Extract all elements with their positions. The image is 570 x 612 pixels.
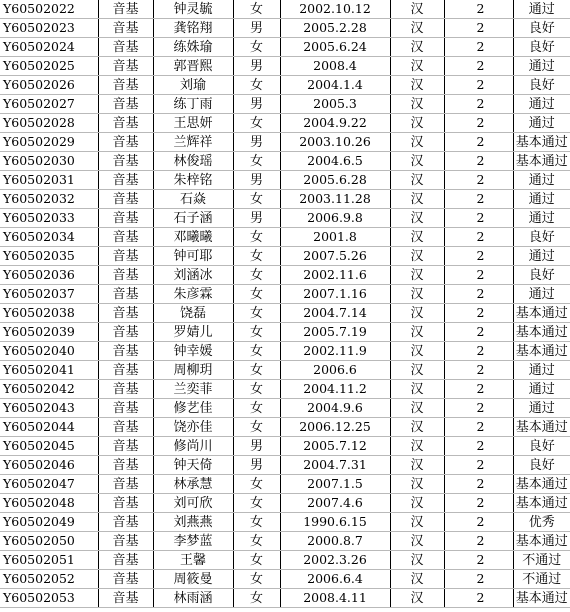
cell-subject: 音基 xyxy=(98,171,153,190)
cell-level: 2 xyxy=(444,513,513,532)
cell-student-name: 王馨 xyxy=(153,551,233,570)
cell-subject: 音基 xyxy=(98,589,153,608)
cell-student-name: 石子涵 xyxy=(153,209,233,228)
cell-result: 通过 xyxy=(513,285,570,304)
table-row xyxy=(0,76,570,95)
cell-exam-id: Y60502041 xyxy=(0,361,98,380)
cell-birth-date: 2006.6 xyxy=(280,361,390,380)
cell-ethnicity: 汉 xyxy=(390,494,444,513)
cell-subject: 音基 xyxy=(98,266,153,285)
cell-student-name: 王思妍 xyxy=(153,114,233,133)
cell-birth-date: 2005.3 xyxy=(280,95,390,114)
cell-exam-id: Y60502024 xyxy=(0,38,98,57)
cell-birth-date: 2005.6.28 xyxy=(280,171,390,190)
cell-student-name: 修艺佳 xyxy=(153,399,233,418)
cell-gender: 男 xyxy=(233,57,280,76)
cell-level: 2 xyxy=(444,285,513,304)
table-row xyxy=(0,456,570,475)
cell-student-name: 饶亦佳 xyxy=(153,418,233,437)
cell-birth-date: 2003.10.26 xyxy=(280,133,390,152)
cell-student-name: 兰奕菲 xyxy=(153,380,233,399)
cell-exam-id: Y60502032 xyxy=(0,190,98,209)
cell-exam-id: Y60502044 xyxy=(0,418,98,437)
cell-student-name: 刘燕燕 xyxy=(153,513,233,532)
cell-result: 基本通过 xyxy=(513,304,570,323)
cell-subject: 音基 xyxy=(98,57,153,76)
cell-student-name: 刘可欣 xyxy=(153,494,233,513)
cell-subject: 音基 xyxy=(98,513,153,532)
cell-exam-id: Y60502022 xyxy=(0,0,98,19)
cell-exam-id: Y60502034 xyxy=(0,228,98,247)
cell-result: 不通过 xyxy=(513,551,570,570)
cell-subject: 音基 xyxy=(98,475,153,494)
table-row xyxy=(0,266,570,285)
cell-level: 2 xyxy=(444,266,513,285)
cell-level: 2 xyxy=(444,589,513,608)
cell-ethnicity: 汉 xyxy=(390,418,444,437)
cell-birth-date: 1990.6.15 xyxy=(280,513,390,532)
cell-result: 基本通过 xyxy=(513,494,570,513)
cell-exam-id: Y60502030 xyxy=(0,152,98,171)
cell-level: 2 xyxy=(444,399,513,418)
cell-ethnicity: 汉 xyxy=(390,532,444,551)
cell-birth-date: 2008.4.11 xyxy=(280,589,390,608)
cell-gender: 男 xyxy=(233,456,280,475)
cell-birth-date: 2004.7.14 xyxy=(280,304,390,323)
cell-level: 2 xyxy=(444,361,513,380)
cell-exam-id: Y60502043 xyxy=(0,399,98,418)
cell-ethnicity: 汉 xyxy=(390,133,444,152)
cell-student-name: 林俊瑶 xyxy=(153,152,233,171)
cell-ethnicity: 汉 xyxy=(390,171,444,190)
cell-ethnicity: 汉 xyxy=(390,228,444,247)
cell-exam-id: Y60502047 xyxy=(0,475,98,494)
cell-gender: 女 xyxy=(233,513,280,532)
table-row xyxy=(0,513,570,532)
table-row xyxy=(0,228,570,247)
cell-exam-id: Y60502033 xyxy=(0,209,98,228)
cell-subject: 音基 xyxy=(98,76,153,95)
cell-subject: 音基 xyxy=(98,399,153,418)
cell-result: 通过 xyxy=(513,399,570,418)
cell-gender: 女 xyxy=(233,494,280,513)
table-row xyxy=(0,152,570,171)
cell-subject: 音基 xyxy=(98,570,153,589)
cell-birth-date: 2001.8 xyxy=(280,228,390,247)
cell-subject: 音基 xyxy=(98,209,153,228)
cell-gender: 女 xyxy=(233,38,280,57)
cell-gender: 女 xyxy=(233,551,280,570)
cell-gender: 女 xyxy=(233,285,280,304)
cell-birth-date: 2004.7.31 xyxy=(280,456,390,475)
table-row xyxy=(0,532,570,551)
cell-subject: 音基 xyxy=(98,437,153,456)
cell-subject: 音基 xyxy=(98,19,153,38)
cell-exam-id: Y60502049 xyxy=(0,513,98,532)
cell-exam-id: Y60502029 xyxy=(0,133,98,152)
cell-birth-date: 2003.11.28 xyxy=(280,190,390,209)
cell-birth-date: 2008.4 xyxy=(280,57,390,76)
cell-exam-id: Y60502040 xyxy=(0,342,98,361)
cell-birth-date: 2005.6.24 xyxy=(280,38,390,57)
cell-level: 2 xyxy=(444,570,513,589)
cell-ethnicity: 汉 xyxy=(390,209,444,228)
cell-ethnicity: 汉 xyxy=(390,76,444,95)
cell-gender: 女 xyxy=(233,228,280,247)
cell-level: 2 xyxy=(444,323,513,342)
cell-birth-date: 2007.5.26 xyxy=(280,247,390,266)
table-row xyxy=(0,418,570,437)
cell-subject: 音基 xyxy=(98,152,153,171)
table-row xyxy=(0,209,570,228)
table-row xyxy=(0,247,570,266)
cell-exam-id: Y60502053 xyxy=(0,589,98,608)
cell-ethnicity: 汉 xyxy=(390,475,444,494)
table-row xyxy=(0,133,570,152)
cell-birth-date: 2005.2.28 xyxy=(280,19,390,38)
cell-gender: 女 xyxy=(233,532,280,551)
cell-student-name: 饶磊 xyxy=(153,304,233,323)
cell-student-name: 石焱 xyxy=(153,190,233,209)
cell-result: 不通过 xyxy=(513,570,570,589)
cell-student-name: 李梦蓝 xyxy=(153,532,233,551)
cell-ethnicity: 汉 xyxy=(390,399,444,418)
cell-student-name: 修尚川 xyxy=(153,437,233,456)
cell-exam-id: Y60502038 xyxy=(0,304,98,323)
cell-gender: 女 xyxy=(233,266,280,285)
cell-level: 2 xyxy=(444,475,513,494)
cell-exam-id: Y60502026 xyxy=(0,76,98,95)
cell-gender: 女 xyxy=(233,190,280,209)
cell-ethnicity: 汉 xyxy=(390,95,444,114)
cell-exam-id: Y60502027 xyxy=(0,95,98,114)
cell-result: 通过 xyxy=(513,57,570,76)
cell-result: 通过 xyxy=(513,247,570,266)
cell-gender: 女 xyxy=(233,247,280,266)
cell-exam-id: Y60502035 xyxy=(0,247,98,266)
cell-exam-id: Y60502048 xyxy=(0,494,98,513)
cell-result: 良好 xyxy=(513,437,570,456)
cell-student-name: 罗婧儿 xyxy=(153,323,233,342)
cell-birth-date: 2007.1.16 xyxy=(280,285,390,304)
table-row xyxy=(0,190,570,209)
cell-student-name: 朱梓铭 xyxy=(153,171,233,190)
cell-birth-date: 2002.10.12 xyxy=(280,0,390,19)
cell-exam-id: Y60502042 xyxy=(0,380,98,399)
cell-gender: 女 xyxy=(233,361,280,380)
cell-ethnicity: 汉 xyxy=(390,114,444,133)
cell-ethnicity: 汉 xyxy=(390,551,444,570)
cell-exam-id: Y60502036 xyxy=(0,266,98,285)
cell-level: 2 xyxy=(444,551,513,570)
cell-ethnicity: 汉 xyxy=(390,589,444,608)
cell-student-name: 钟天倚 xyxy=(153,456,233,475)
cell-result: 通过 xyxy=(513,361,570,380)
cell-level: 2 xyxy=(444,228,513,247)
cell-exam-id: Y60502023 xyxy=(0,19,98,38)
cell-subject: 音基 xyxy=(98,38,153,57)
cell-exam-id: Y60502046 xyxy=(0,456,98,475)
cell-exam-id: Y60502052 xyxy=(0,570,98,589)
cell-ethnicity: 汉 xyxy=(390,361,444,380)
cell-subject: 音基 xyxy=(98,304,153,323)
cell-gender: 女 xyxy=(233,399,280,418)
cell-student-name: 周柳玥 xyxy=(153,361,233,380)
table-row xyxy=(0,437,570,456)
cell-ethnicity: 汉 xyxy=(390,57,444,76)
cell-birth-date: 2002.3.26 xyxy=(280,551,390,570)
cell-result: 通过 xyxy=(513,190,570,209)
cell-level: 2 xyxy=(444,209,513,228)
cell-subject: 音基 xyxy=(98,532,153,551)
cell-level: 2 xyxy=(444,19,513,38)
cell-subject: 音基 xyxy=(98,380,153,399)
cell-gender: 男 xyxy=(233,171,280,190)
cell-ethnicity: 汉 xyxy=(390,38,444,57)
cell-result: 通过 xyxy=(513,95,570,114)
cell-birth-date: 2002.11.6 xyxy=(280,266,390,285)
cell-ethnicity: 汉 xyxy=(390,0,444,19)
cell-exam-id: Y60502050 xyxy=(0,532,98,551)
cell-level: 2 xyxy=(444,171,513,190)
cell-level: 2 xyxy=(444,95,513,114)
cell-result: 基本通过 xyxy=(513,475,570,494)
cell-level: 2 xyxy=(444,304,513,323)
cell-gender: 女 xyxy=(233,0,280,19)
cell-subject: 音基 xyxy=(98,551,153,570)
cell-result: 良好 xyxy=(513,228,570,247)
cell-result: 通过 xyxy=(513,114,570,133)
table-row xyxy=(0,494,570,513)
cell-birth-date: 2006.12.25 xyxy=(280,418,390,437)
cell-subject: 音基 xyxy=(98,133,153,152)
cell-birth-date: 2004.11.2 xyxy=(280,380,390,399)
cell-student-name: 朱彦霖 xyxy=(153,285,233,304)
cell-birth-date: 2004.9.6 xyxy=(280,399,390,418)
cell-gender: 女 xyxy=(233,152,280,171)
table-row xyxy=(0,304,570,323)
cell-birth-date: 2004.6.5 xyxy=(280,152,390,171)
table-row xyxy=(0,399,570,418)
cell-gender: 女 xyxy=(233,475,280,494)
cell-subject: 音基 xyxy=(98,0,153,19)
table-row xyxy=(0,285,570,304)
cell-result: 良好 xyxy=(513,19,570,38)
cell-ethnicity: 汉 xyxy=(390,437,444,456)
cell-subject: 音基 xyxy=(98,190,153,209)
cell-result: 通过 xyxy=(513,209,570,228)
cell-result: 基本通过 xyxy=(513,323,570,342)
cell-birth-date: 2002.11.9 xyxy=(280,342,390,361)
cell-result: 优秀 xyxy=(513,513,570,532)
cell-result: 通过 xyxy=(513,171,570,190)
cell-exam-id: Y60502028 xyxy=(0,114,98,133)
cell-exam-id: Y60502037 xyxy=(0,285,98,304)
cell-subject: 音基 xyxy=(98,342,153,361)
cell-level: 2 xyxy=(444,494,513,513)
table-row xyxy=(0,171,570,190)
cell-gender: 女 xyxy=(233,380,280,399)
cell-subject: 音基 xyxy=(98,114,153,133)
cell-exam-id: Y60502045 xyxy=(0,437,98,456)
cell-student-name: 练丁雨 xyxy=(153,95,233,114)
cell-student-name: 周筱曼 xyxy=(153,570,233,589)
cell-birth-date: 2004.9.22 xyxy=(280,114,390,133)
cell-gender: 女 xyxy=(233,304,280,323)
cell-ethnicity: 汉 xyxy=(390,456,444,475)
cell-subject: 音基 xyxy=(98,247,153,266)
cell-level: 2 xyxy=(444,0,513,19)
cell-student-name: 龚铭翔 xyxy=(153,19,233,38)
cell-level: 2 xyxy=(444,418,513,437)
table-row xyxy=(0,380,570,399)
cell-gender: 男 xyxy=(233,95,280,114)
table-row xyxy=(0,38,570,57)
cell-level: 2 xyxy=(444,456,513,475)
cell-subject: 音基 xyxy=(98,418,153,437)
cell-result: 通过 xyxy=(513,0,570,19)
cell-student-name: 兰辉祥 xyxy=(153,133,233,152)
cell-result: 基本通过 xyxy=(513,342,570,361)
cell-gender: 男 xyxy=(233,19,280,38)
cell-birth-date: 2006.9.8 xyxy=(280,209,390,228)
cell-birth-date: 2000.8.7 xyxy=(280,532,390,551)
cell-student-name: 郭晋熙 xyxy=(153,57,233,76)
cell-subject: 音基 xyxy=(98,494,153,513)
cell-exam-id: Y60502025 xyxy=(0,57,98,76)
cell-student-name: 钟灵毓 xyxy=(153,0,233,19)
cell-ethnicity: 汉 xyxy=(390,285,444,304)
table-row xyxy=(0,19,570,38)
cell-student-name: 林承慧 xyxy=(153,475,233,494)
cell-ethnicity: 汉 xyxy=(390,247,444,266)
table-row xyxy=(0,551,570,570)
cell-result: 良好 xyxy=(513,76,570,95)
cell-subject: 音基 xyxy=(98,323,153,342)
cell-birth-date: 2004.1.4 xyxy=(280,76,390,95)
cell-level: 2 xyxy=(444,76,513,95)
cell-result: 良好 xyxy=(513,38,570,57)
cell-ethnicity: 汉 xyxy=(390,266,444,285)
cell-result: 基本通过 xyxy=(513,589,570,608)
table-row xyxy=(0,589,570,608)
cell-gender: 男 xyxy=(233,209,280,228)
cell-subject: 音基 xyxy=(98,456,153,475)
table-row xyxy=(0,95,570,114)
cell-result: 基本通过 xyxy=(513,532,570,551)
cell-level: 2 xyxy=(444,342,513,361)
cell-student-name: 钟可耶 xyxy=(153,247,233,266)
cell-student-name: 邓曦曦 xyxy=(153,228,233,247)
table-row xyxy=(0,475,570,494)
cell-ethnicity: 汉 xyxy=(390,190,444,209)
cell-ethnicity: 汉 xyxy=(390,342,444,361)
cell-birth-date: 2007.1.5 xyxy=(280,475,390,494)
table-row xyxy=(0,57,570,76)
cell-exam-id: Y60502039 xyxy=(0,323,98,342)
cell-subject: 音基 xyxy=(98,228,153,247)
table-row xyxy=(0,342,570,361)
cell-level: 2 xyxy=(444,247,513,266)
cell-level: 2 xyxy=(444,57,513,76)
cell-ethnicity: 汉 xyxy=(390,513,444,532)
cell-student-name: 钟幸媛 xyxy=(153,342,233,361)
cell-student-name: 刘涵冰 xyxy=(153,266,233,285)
cell-level: 2 xyxy=(444,437,513,456)
cell-gender: 女 xyxy=(233,418,280,437)
cell-level: 2 xyxy=(444,532,513,551)
cell-level: 2 xyxy=(444,190,513,209)
table-row xyxy=(0,323,570,342)
cell-level: 2 xyxy=(444,114,513,133)
cell-exam-id: Y60502051 xyxy=(0,551,98,570)
cell-level: 2 xyxy=(444,380,513,399)
cell-result: 基本通过 xyxy=(513,133,570,152)
cell-birth-date: 2005.7.12 xyxy=(280,437,390,456)
cell-gender: 女 xyxy=(233,589,280,608)
cell-student-name: 刘瑜 xyxy=(153,76,233,95)
cell-student-name: 练姝瑜 xyxy=(153,38,233,57)
cell-birth-date: 2007.4.6 xyxy=(280,494,390,513)
cell-level: 2 xyxy=(444,133,513,152)
cell-gender: 女 xyxy=(233,323,280,342)
cell-ethnicity: 汉 xyxy=(390,380,444,399)
cell-result: 良好 xyxy=(513,456,570,475)
cell-gender: 女 xyxy=(233,114,280,133)
table-row xyxy=(0,0,570,19)
cell-ethnicity: 汉 xyxy=(390,19,444,38)
cell-ethnicity: 汉 xyxy=(390,323,444,342)
cell-ethnicity: 汉 xyxy=(390,304,444,323)
cell-birth-date: 2006.6.4 xyxy=(280,570,390,589)
table-row xyxy=(0,570,570,589)
cell-result: 良好 xyxy=(513,266,570,285)
cell-gender: 女 xyxy=(233,76,280,95)
cell-result: 通过 xyxy=(513,380,570,399)
cell-student-name: 林雨涵 xyxy=(153,589,233,608)
cell-subject: 音基 xyxy=(98,95,153,114)
table-row xyxy=(0,361,570,380)
cell-gender: 女 xyxy=(233,570,280,589)
cell-gender: 男 xyxy=(233,133,280,152)
cell-gender: 女 xyxy=(233,342,280,361)
cell-ethnicity: 汉 xyxy=(390,570,444,589)
table-row xyxy=(0,114,570,133)
cell-birth-date: 2005.7.19 xyxy=(280,323,390,342)
cell-subject: 音基 xyxy=(98,285,153,304)
cell-level: 2 xyxy=(444,152,513,171)
cell-result: 基本通过 xyxy=(513,418,570,437)
cell-ethnicity: 汉 xyxy=(390,152,444,171)
cell-subject: 音基 xyxy=(98,361,153,380)
cell-gender: 男 xyxy=(233,437,280,456)
cell-exam-id: Y60502031 xyxy=(0,171,98,190)
cell-level: 2 xyxy=(444,38,513,57)
cell-result: 基本通过 xyxy=(513,152,570,171)
